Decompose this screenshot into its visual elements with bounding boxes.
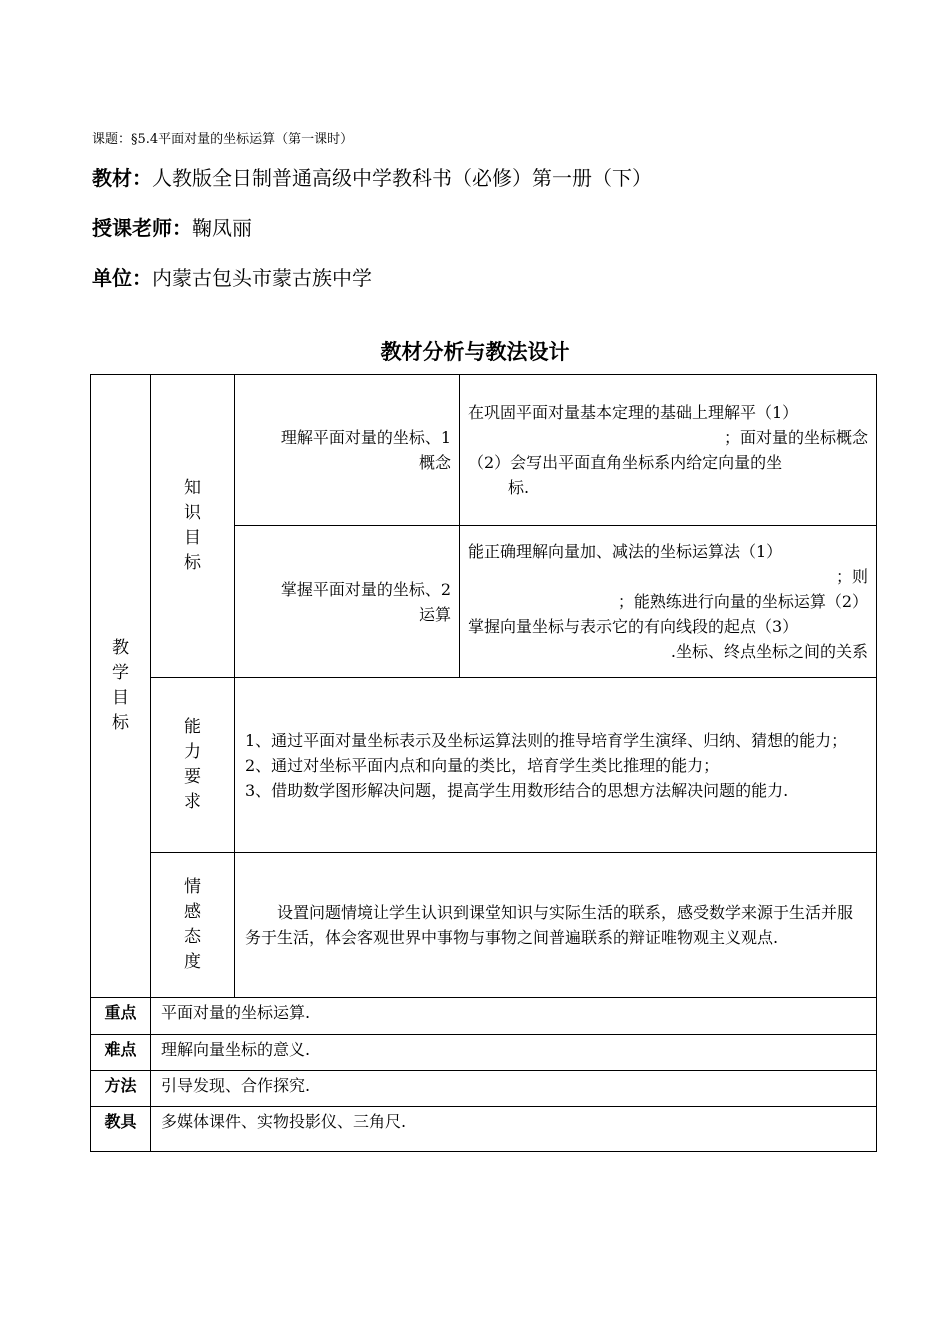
analysis-table (90, 374, 877, 1152)
difficulty-value: 理解向量坐标的意义. (151, 1035, 877, 1071)
teacher-line (92, 212, 252, 241)
knowledge-goals-label: 知 识 目 标 (151, 375, 235, 678)
teaching-aids-label: 教具 (91, 1107, 151, 1152)
textbook-value: 人教版全日制普通高级中学教科书（必修）第一册（下） (152, 166, 652, 190)
textbook-label: 教材： (92, 166, 152, 190)
knowledge-objective-2: 掌握平面对量的坐标、2 运算 (235, 526, 460, 678)
teaching-goals-label: 教 学 目 标 (91, 375, 151, 998)
teacher-label: 授课老师： (92, 216, 192, 240)
unit-line (92, 262, 372, 291)
method-value: 引导发现、合作探究. (151, 1071, 877, 1107)
teacher-value: 鞠凤丽 (192, 216, 252, 240)
difficulty-label: 难点 (91, 1035, 151, 1071)
knowledge-detail-1: 在巩固平面对量基本定理的基础上理解平（1） ；面对量的坐标概念 （2）会写出平面直角坐标系内给定向量的坐 标. (460, 375, 877, 526)
emotion-attitude-label: 情 感 态 度 (151, 853, 235, 998)
teaching-aids-value: 多媒体课件、实物投影仪、三角尺. (151, 1107, 877, 1152)
ability-requirements-text: 1、通过平面对量坐标表示及坐标运算法则的推导培育学生演绎、归纳、猜想的能力； 2、通过对坐标平面内点和向量的类比，培育学生类比推理的能力； 3、借助数学图形解决问题，提高学生用数形结合的思想方法解决问题的能力. (235, 678, 877, 853)
key-point-value: 平面对量的坐标运算. (151, 998, 877, 1035)
method-label: 方法 (91, 1071, 151, 1107)
key-point-label: 重点 (91, 998, 151, 1035)
unit-label: 单位： (92, 266, 152, 290)
unit-value: 内蒙古包头市蒙古族中学 (152, 266, 372, 290)
course-title: 课题：§5.4平面对量的坐标运算（第一课时） (92, 132, 354, 147)
knowledge-objective-1: 理解平面对量的坐标、1 概念 (235, 375, 460, 526)
table-title: 教材分析与教法设计 (380, 340, 570, 364)
ability-requirements-label: 能 力 要 求 (151, 678, 235, 853)
knowledge-detail-2: 能正确理解向量加、减法的坐标运算法（1） ；则 ；能熟练进行向量的坐标运算（2） 掌握向量坐标与表示它的有向线段的起点（3） .坐标、终点坐标之间的关系 (460, 526, 877, 678)
emotion-attitude-text: 设置问题情境让学生认识到课堂知识与实际生活的联系，感受数学来源于生活并服务于生活，体会客观世界中事物与事物之间普遍联系的辩证唯物观主义观点. (235, 853, 877, 998)
textbook-line (92, 162, 652, 191)
